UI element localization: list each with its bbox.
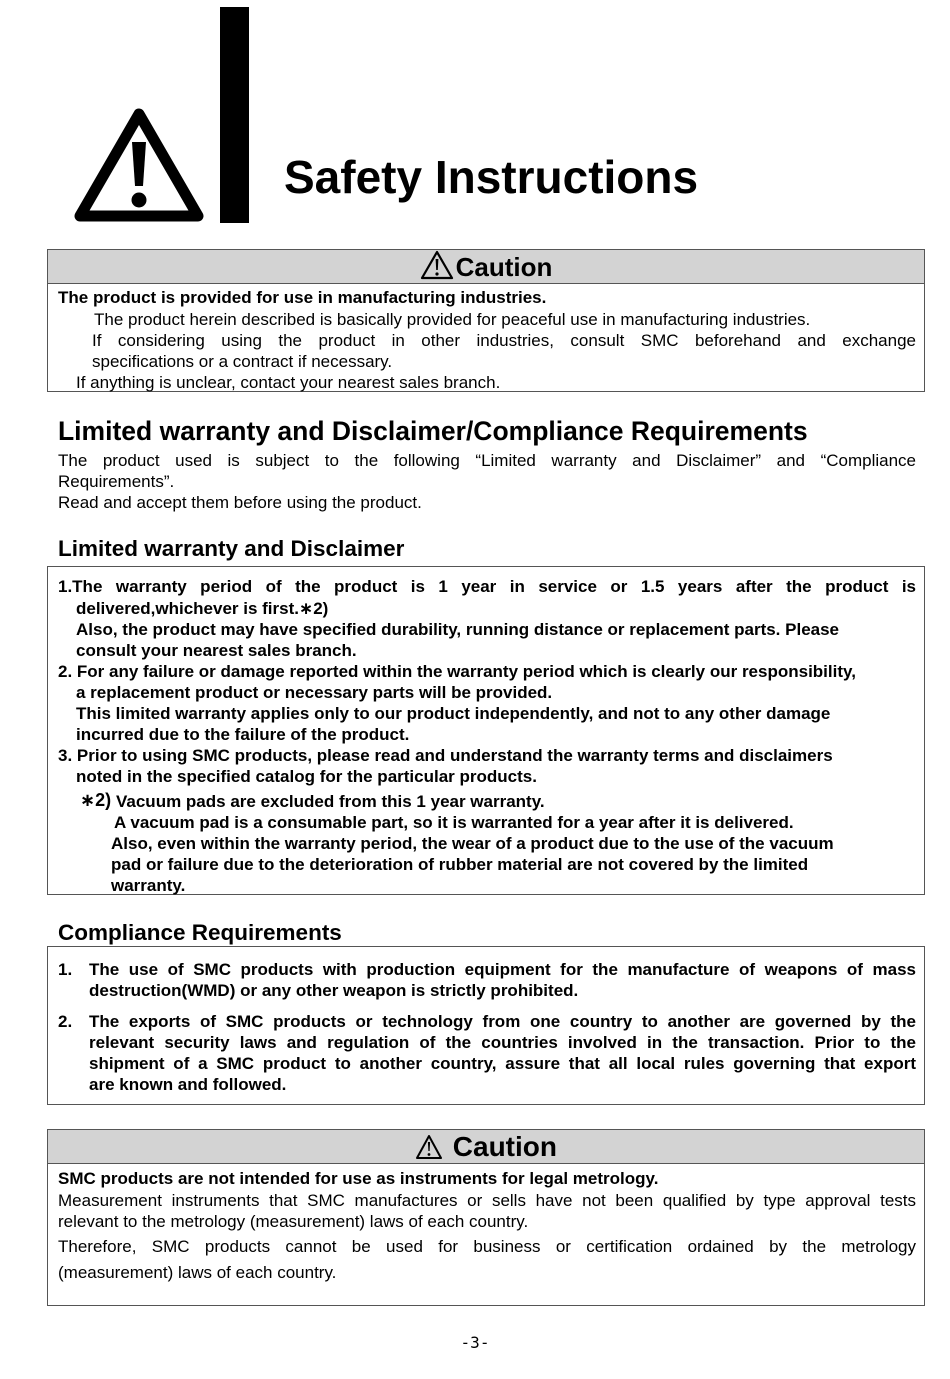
intro-line: Read and accept them before using the product. bbox=[58, 493, 422, 512]
warning-triangle-icon bbox=[74, 108, 204, 224]
note-line: warranty. bbox=[111, 876, 186, 895]
warranty-line: delivered,whichever is first.∗2) bbox=[76, 599, 329, 618]
caution-lead: SMC products are not intended for use as instruments for legal metrology. bbox=[58, 1169, 659, 1188]
caution-line: If considering using the product in other industries, consult SMC beforehand and exchange bbox=[92, 331, 916, 350]
caution-warning-icon bbox=[415, 1134, 443, 1160]
limited-warranty-box bbox=[47, 566, 925, 895]
intro-line: Requirements”. bbox=[58, 472, 175, 491]
section-heading-warranty: Limited warranty and Disclaimer/Compliance Requirements bbox=[58, 416, 808, 446]
caution-line: Therefore, SMC products cannot be used for business or certification ordained by the metrology bbox=[58, 1237, 916, 1256]
caution-heading: Caution bbox=[455, 252, 553, 282]
warranty-line: 1.The warranty period of the product is 1 year in service or 1.5 years after the product is bbox=[58, 577, 916, 596]
caution-header bbox=[48, 1130, 924, 1164]
warranty-line: 3. Prior to using SMC products, please read and understand the warranty terms and disclaimers bbox=[58, 746, 833, 765]
warranty-line: noted in the specified catalog for the particular products. bbox=[76, 767, 537, 786]
compliance-line: are known and followed. bbox=[89, 1075, 287, 1094]
compliance-line: destruction(WMD) or any other weapon is strictly prohibited. bbox=[89, 981, 579, 1000]
caution-line: Measurement instruments that SMC manufactures or sells have not been qualified by type approval tests bbox=[58, 1191, 916, 1210]
caution-lead: The product is provided for use in manufacturing industries. bbox=[58, 288, 547, 307]
caution-header bbox=[48, 250, 924, 284]
note-line: pad or failure due to the deterioration of rubber material are not covered by the limited bbox=[111, 855, 809, 874]
note-mark: ∗2) bbox=[80, 790, 112, 810]
page-number: -3- bbox=[460, 1333, 490, 1352]
warranty-line: 2. For any failure or damage reported within the warranty period which is clearly our responsibility, bbox=[58, 662, 856, 681]
compliance-item-number: 1. bbox=[58, 960, 73, 979]
page-title: Safety Instructions bbox=[284, 151, 699, 203]
subheading-compliance: Compliance Requirements bbox=[58, 920, 342, 945]
warranty-line: consult your nearest sales branch. bbox=[76, 641, 357, 660]
caution-line: specifications or a contract if necessary. bbox=[92, 352, 393, 371]
header-bar bbox=[220, 7, 249, 223]
compliance-item-number: 2. bbox=[58, 1012, 73, 1031]
note-line: Vacuum pads are excluded from this 1 year warranty. bbox=[116, 792, 545, 811]
warranty-line: incurred due to the failure of the product. bbox=[76, 725, 410, 744]
caution-box-top bbox=[47, 249, 925, 392]
compliance-line: The use of SMC products with production equipment for the manufacture of weapons of mass bbox=[89, 960, 916, 979]
compliance-line: shipment of a SMC product to another country, assure that all local rules governing that export bbox=[89, 1054, 916, 1073]
compliance-line: relevant security laws and regulation of the countries involved in the transaction. Prior to the bbox=[89, 1033, 916, 1052]
compliance-line: The exports of SMC products or technology from one country to another are governed by the bbox=[89, 1012, 916, 1031]
warranty-line: Also, the product may have specified durability, running distance or replacement parts. Please bbox=[76, 620, 840, 639]
warranty-line: This limited warranty applies only to our product independently, and not to any other damage bbox=[76, 704, 831, 723]
caution-line: If anything is unclear, contact your nearest sales branch. bbox=[76, 373, 501, 392]
subheading-limited-warranty: Limited warranty and Disclaimer bbox=[58, 536, 405, 561]
caution-line: The product herein described is basically provided for peaceful use in manufacturing industries. bbox=[94, 310, 811, 329]
intro-line: The product used is subject to the following “Limited warranty and Disclaimer” and “Compliance bbox=[58, 451, 916, 470]
caution-box-bottom bbox=[47, 1129, 925, 1306]
caution-line: (measurement) laws of each country. bbox=[58, 1263, 337, 1282]
note-line: A vacuum pad is a consumable part, so it is warranted for a year after it is delivered. bbox=[114, 813, 794, 832]
caution-line: relevant to the metrology (measurement) laws of each country. bbox=[58, 1212, 529, 1231]
caution-heading: Caution bbox=[452, 1131, 557, 1162]
caution-warning-icon bbox=[420, 250, 454, 280]
compliance-box bbox=[47, 946, 925, 1105]
warranty-line: a replacement product or necessary parts will be provided. bbox=[76, 683, 553, 702]
note-line: Also, even within the warranty period, the wear of a product due to the use of the vacuum bbox=[111, 834, 834, 853]
